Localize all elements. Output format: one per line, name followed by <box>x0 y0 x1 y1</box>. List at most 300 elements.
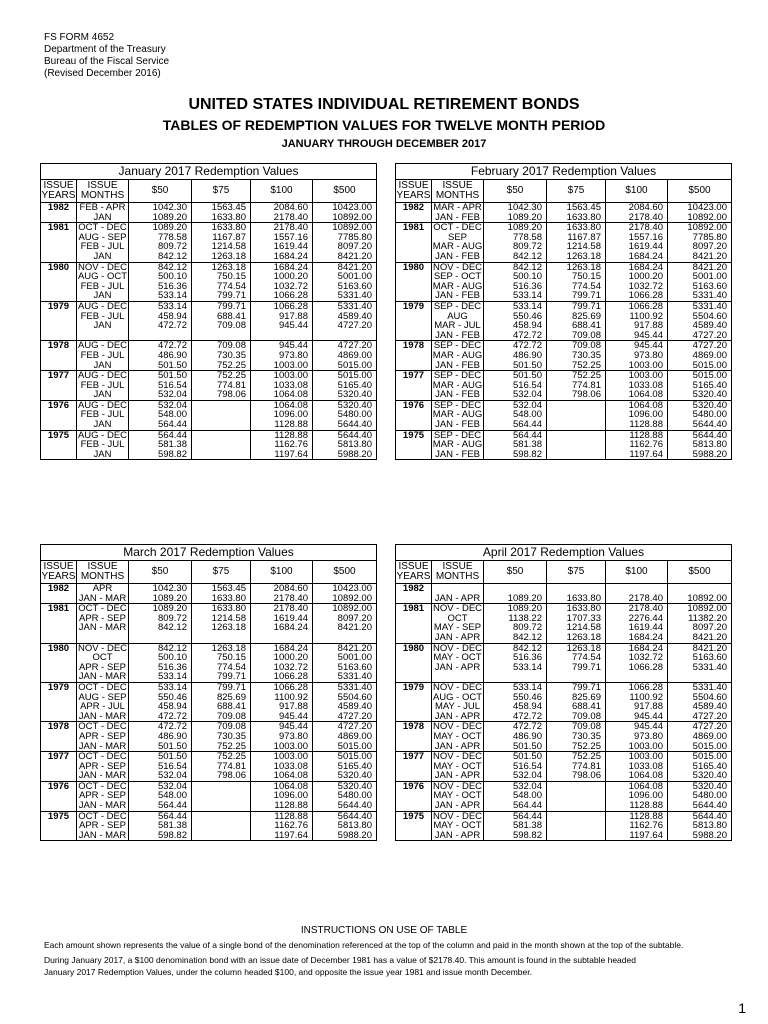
value-cell: 5015.00 <box>337 359 372 371</box>
value-cell <box>129 331 192 341</box>
issue-month-cell: OCT - DEC <box>77 752 129 762</box>
value-cell: 2178.40 <box>251 604 313 614</box>
year-group <box>396 683 731 722</box>
issue-month-cell: AUG - SEP <box>77 693 129 703</box>
value-cell: 5644.40 <box>692 800 727 812</box>
table-row <box>396 663 731 673</box>
value-cell: 5504.60 <box>337 691 372 703</box>
value-cell: 730.35 <box>192 732 251 742</box>
year-group <box>396 203 731 223</box>
value-cell: 5988.20 <box>337 448 372 460</box>
value-cell: 5163.60 <box>337 280 372 292</box>
issue-year-cell <box>41 351 77 361</box>
issue-month-cell: NOV - DEC <box>432 780 483 792</box>
table-row <box>396 213 731 223</box>
year-group <box>41 263 376 302</box>
value-cell <box>192 812 251 822</box>
value-cell: 799.71 <box>192 302 251 312</box>
value-cell: 532.04 <box>484 782 547 792</box>
value-cell <box>192 440 251 450</box>
value-cell: 500.10 <box>484 272 547 282</box>
column-header: $75 <box>192 561 251 583</box>
value-cell: 5331.40 <box>337 681 372 693</box>
value-cell: 1263.18 <box>192 252 251 262</box>
value-cell: 1064.08 <box>606 771 668 781</box>
value-cell: 842.12 <box>484 644 547 654</box>
value-cell: 842.12 <box>129 263 192 273</box>
bureau: Bureau of the Fiscal Service <box>44 56 170 67</box>
value-cell: 458.94 <box>129 702 192 712</box>
year-group <box>41 644 376 683</box>
issue-year-cell <box>396 732 432 742</box>
value-cell: 10892.00 <box>687 592 727 604</box>
issue-month-cell: JAN - FEB <box>432 390 484 400</box>
value-cell: 1197.64 <box>606 831 668 841</box>
value-cell: 1128.88 <box>606 431 668 441</box>
value-cell: 1263.18 <box>547 633 606 643</box>
value-cell <box>484 672 547 682</box>
value-cell: 5163.60 <box>337 661 372 673</box>
issue-year-cell <box>41 594 77 604</box>
value-cell: 1633.80 <box>192 594 251 604</box>
issue-year-cell <box>396 282 432 292</box>
issue-month-cell: APR - SEP <box>77 762 129 772</box>
value-cell: 1633.80 <box>547 223 606 233</box>
value-cell: 1214.58 <box>547 623 606 633</box>
value-cell: 548.00 <box>484 410 547 420</box>
value-cell: 458.94 <box>484 321 547 331</box>
value-cell: 5644.40 <box>692 419 727 431</box>
issue-year-cell <box>41 732 77 742</box>
value-cell: 2178.40 <box>251 213 313 223</box>
issue-month-cell: JAN - FEB <box>432 420 484 430</box>
table-row <box>41 331 376 341</box>
value-cell: 1089.20 <box>484 604 547 614</box>
issue-year-cell: 1981 <box>41 223 77 233</box>
issue-year-cell <box>396 242 432 252</box>
value-cell: 842.12 <box>484 263 547 273</box>
value-cell: 1128.88 <box>251 431 313 441</box>
value-cell: 730.35 <box>547 351 606 361</box>
value-cell: 501.50 <box>484 752 547 762</box>
value-cell: 472.72 <box>129 712 192 722</box>
value-cell: 501.50 <box>484 742 547 752</box>
value-cell: 472.72 <box>129 321 192 331</box>
instructions-line-1: Each amount shown represents the value of a single bond of the denomination referenced at the top of the column and paid in the month shown at the top of the subtable. <box>44 940 684 950</box>
value-cell: 1684.24 <box>251 644 313 654</box>
value-cell: 472.72 <box>129 722 192 732</box>
value-cell: 774.54 <box>192 663 251 673</box>
issue-month-cell: AUG <box>432 312 484 322</box>
value-cell: 752.25 <box>192 361 251 371</box>
value-cell: 2178.40 <box>606 223 668 233</box>
value-cell: 532.04 <box>129 771 192 781</box>
issue-month-cell: AUG - DEC <box>77 340 128 352</box>
value-cell: 945.44 <box>251 321 313 331</box>
issue-year-cell <box>396 312 432 322</box>
column-header: $100 <box>251 561 313 583</box>
value-cell: 799.71 <box>192 291 251 301</box>
value-cell: 709.08 <box>192 712 251 722</box>
value-cell: 1619.44 <box>251 614 313 624</box>
value-cell: 973.80 <box>606 351 668 361</box>
value-cell: 1633.80 <box>192 223 251 233</box>
value-cell: 472.72 <box>484 722 547 732</box>
value-cell: 1089.20 <box>484 213 547 223</box>
value-cell: 581.38 <box>484 821 547 831</box>
value-cell: 486.90 <box>129 351 192 361</box>
issue-year-cell <box>396 272 432 282</box>
value-cell: 5813.80 <box>337 820 372 832</box>
year-group <box>41 223 376 262</box>
value-cell <box>547 801 606 811</box>
value-cell: 730.35 <box>547 732 606 742</box>
issue-year-cell <box>41 633 77 643</box>
issue-year-cell <box>396 633 432 643</box>
issue-year-cell <box>41 663 77 673</box>
value-cell <box>192 431 251 441</box>
issue-year-cell: 1981 <box>41 604 77 614</box>
issue-month-cell: OCT - DEC <box>77 722 129 732</box>
value-cell: 1003.00 <box>606 371 668 381</box>
issue-month-cell: JAN - APR <box>432 742 484 752</box>
table-row <box>396 390 731 400</box>
value-cell: 5644.40 <box>337 429 372 441</box>
value-cell: 1064.08 <box>606 401 668 411</box>
value-cell: 709.08 <box>192 321 251 331</box>
value-cell: 688.41 <box>192 312 251 322</box>
value-cell: 8421.20 <box>692 250 727 262</box>
issue-year-cell: 1982 <box>396 584 432 594</box>
table-row <box>41 771 376 781</box>
issue-year-cell <box>396 331 432 341</box>
value-cell: 4727.20 <box>692 710 727 722</box>
value-cell <box>547 401 606 411</box>
issue-year-cell <box>396 410 432 420</box>
value-cell: 973.80 <box>251 732 313 742</box>
value-cell: 917.88 <box>251 702 313 712</box>
value-cell: 842.12 <box>129 252 192 262</box>
issue-year-cell <box>396 321 432 331</box>
document-subtitle: TABLES OF REDEMPTION VALUES FOR TWELVE MONTH PERIOD <box>162 117 606 133</box>
year-group <box>41 604 376 643</box>
column-header: $50 <box>129 180 192 202</box>
issue-year-cell <box>41 381 77 391</box>
issue-year-cell: 1981 <box>396 604 432 614</box>
value-cell: 1000.20 <box>251 653 313 663</box>
table-row <box>41 282 376 292</box>
issue-year-cell <box>396 450 432 460</box>
value-cell: 4727.20 <box>337 320 372 332</box>
issue-month-cell: NOV - DEC <box>432 751 483 763</box>
value-cell: 1633.80 <box>547 213 606 223</box>
year-group <box>396 401 731 431</box>
issue-month-cell: NOV - DEC <box>432 681 483 693</box>
value-cell: 774.81 <box>547 381 606 391</box>
value-cell: 798.06 <box>547 390 606 400</box>
value-cell: 973.80 <box>251 351 313 361</box>
value-cell <box>192 633 251 643</box>
value-cell: 8421.20 <box>692 261 727 273</box>
value-cell: 4589.40 <box>692 320 727 332</box>
redemption-table <box>40 163 377 460</box>
issue-year-cell <box>396 821 432 831</box>
issue-month-cell: JAN - APR <box>432 801 484 811</box>
issue-year-cell <box>41 791 77 801</box>
value-cell: 516.36 <box>484 653 547 663</box>
value-cell: 709.08 <box>192 341 251 351</box>
value-cell: 825.69 <box>547 312 606 322</box>
issue-year-cell <box>41 614 77 624</box>
issue-year-cell: 1979 <box>396 683 432 693</box>
issue-year-cell: 1977 <box>396 752 432 762</box>
value-cell: 1162.76 <box>606 440 668 450</box>
value-cell: 10892.00 <box>332 211 372 223</box>
issue-year-cell <box>396 420 432 430</box>
issue-year-cell: 1979 <box>41 302 77 312</box>
issue-month-cell: FEB - APR <box>77 203 129 213</box>
issue-month-cell: MAR - AUG <box>432 379 483 391</box>
value-cell: 8421.20 <box>337 622 372 634</box>
issue-year-cell <box>396 702 432 712</box>
value-cell <box>192 782 251 792</box>
issue-year-cell <box>41 693 77 703</box>
value-cell: 501.50 <box>484 371 547 381</box>
table-row <box>41 321 376 331</box>
issue-month-cell: MAY - JUL <box>432 702 484 712</box>
value-cell: 1064.08 <box>251 401 313 411</box>
value-cell: 1066.28 <box>606 663 668 673</box>
value-cell: 809.72 <box>129 614 192 624</box>
column-header: ISSUE YEARS <box>396 561 431 582</box>
value-cell: 8421.20 <box>337 261 372 273</box>
value-cell <box>313 331 376 341</box>
value-cell: 1032.72 <box>606 653 668 663</box>
year-group <box>41 584 376 604</box>
issue-month-cell: AUG - OCT <box>432 691 483 703</box>
issue-year-cell <box>41 653 77 663</box>
value-cell: 809.72 <box>484 242 547 252</box>
value-cell: 4727.20 <box>692 329 727 341</box>
value-cell: 5644.40 <box>337 419 372 431</box>
issue-year-cell <box>396 594 432 604</box>
value-cell: 532.04 <box>129 782 192 792</box>
issue-month-cell: MAY - OCT <box>432 821 484 831</box>
column-header-row <box>41 561 376 584</box>
value-cell: 5015.00 <box>337 751 372 763</box>
value-cell <box>547 420 606 430</box>
value-cell: 1619.44 <box>606 623 668 633</box>
value-cell <box>192 801 251 811</box>
value-cell: 598.82 <box>129 450 192 460</box>
value-cell: 1000.20 <box>251 272 313 282</box>
issue-year-cell: 1982 <box>41 203 77 213</box>
table-row <box>41 213 376 223</box>
issue-month-cell: JAN - MAR <box>77 831 129 841</box>
issue-month-cell: FEB - JUL <box>77 410 129 420</box>
issue-year-cell: 1981 <box>396 223 432 233</box>
year-group <box>41 722 376 752</box>
issue-month-cell: JAN <box>77 450 129 460</box>
value-cell <box>547 440 606 450</box>
issue-month-cell: SEP - DEC <box>432 431 484 441</box>
value-cell: 10892.00 <box>687 211 727 223</box>
issue-month-cell: NOV - DEC <box>432 642 483 654</box>
value-cell: 799.71 <box>192 683 251 693</box>
value-cell: 564.44 <box>129 431 192 441</box>
table-row <box>41 450 376 460</box>
value-cell: 5331.40 <box>337 671 372 683</box>
value-cell: 1089.20 <box>129 223 192 233</box>
issue-month-cell: JAN - APR <box>432 831 484 841</box>
value-cell: 825.69 <box>547 693 606 703</box>
value-cell: 825.69 <box>192 693 251 703</box>
issue-year-cell <box>396 712 432 722</box>
value-cell: 1003.00 <box>251 361 313 371</box>
value-cell: 4869.00 <box>692 730 727 742</box>
value-cell: 945.44 <box>251 341 313 351</box>
issue-year-cell <box>41 233 77 243</box>
value-cell: 5813.80 <box>337 439 372 451</box>
issue-month-cell <box>77 633 129 643</box>
value-cell: 581.38 <box>129 821 192 831</box>
value-cell: 973.80 <box>606 732 668 742</box>
value-cell: 10892.00 <box>332 222 372 234</box>
issue-year-cell <box>41 321 77 331</box>
table-row <box>41 291 376 301</box>
issue-year-cell <box>41 440 77 450</box>
value-cell: 1214.58 <box>192 242 251 252</box>
value-cell: 809.72 <box>484 623 547 633</box>
value-cell <box>547 431 606 441</box>
value-cell: 1263.18 <box>547 263 606 273</box>
value-cell: 1032.72 <box>606 282 668 292</box>
value-cell: 1214.58 <box>192 614 251 624</box>
value-cell: 486.90 <box>129 732 192 742</box>
column-header: $100 <box>251 180 313 202</box>
value-cell: 1089.20 <box>129 604 192 614</box>
value-cell: 1033.08 <box>606 381 668 391</box>
issue-month-cell: OCT - DEC <box>432 223 484 233</box>
column-header: $75 <box>192 180 251 202</box>
value-cell: 5320.40 <box>692 399 727 411</box>
issue-year-cell <box>41 831 77 841</box>
value-cell: 4589.40 <box>337 701 372 713</box>
value-cell: 1064.08 <box>251 771 313 781</box>
value-cell: 1263.18 <box>547 252 606 262</box>
page-number: 1 <box>738 1000 746 1016</box>
issue-month-cell: JAN - MAR <box>77 623 129 633</box>
value-cell: 1128.88 <box>606 420 668 430</box>
value-cell: 533.14 <box>484 302 547 312</box>
value-cell: 472.72 <box>129 341 192 351</box>
value-cell: 945.44 <box>606 341 668 351</box>
value-cell <box>192 450 251 460</box>
issue-month-cell: AUG - SEP <box>77 233 129 243</box>
value-cell: 2178.40 <box>251 594 313 604</box>
value-cell: 550.46 <box>484 312 547 322</box>
issue-year-cell <box>396 390 432 400</box>
value-cell: 1096.00 <box>606 410 668 420</box>
value-cell: 752.25 <box>192 742 251 752</box>
issue-month-cell: APR - SEP <box>77 821 129 831</box>
value-cell: 10423.00 <box>332 202 372 213</box>
value-cell: 8097.20 <box>337 241 372 253</box>
year-group <box>396 604 731 643</box>
document-period: JANUARY THROUGH DECEMBER 2017 <box>281 138 487 150</box>
value-cell: 564.44 <box>484 812 547 822</box>
column-header: ISSUE MONTHS <box>432 180 484 202</box>
value-cell: 501.50 <box>129 371 192 381</box>
year-group <box>41 431 376 460</box>
issue-month-cell: APR <box>77 584 129 594</box>
issue-month-cell: JAN - APR <box>432 771 484 781</box>
value-cell <box>547 410 606 420</box>
issue-year-cell: 1975 <box>41 431 77 441</box>
value-cell: 1066.28 <box>606 291 668 301</box>
value-cell: 1000.20 <box>606 272 668 282</box>
value-cell <box>192 331 251 341</box>
issue-month-cell: MAR - JUL <box>432 321 484 331</box>
value-cell: 1064.08 <box>251 390 313 400</box>
value-cell: 598.82 <box>129 831 192 841</box>
value-cell: 5504.60 <box>692 691 727 703</box>
value-cell: 10892.00 <box>687 603 727 615</box>
issue-year-cell <box>41 420 77 430</box>
issue-month-cell: SEP - DEC <box>432 341 484 351</box>
value-cell: 516.36 <box>484 282 547 292</box>
value-cell: 4589.40 <box>692 701 727 713</box>
value-cell: 5320.40 <box>337 780 372 792</box>
value-cell: 750.15 <box>547 272 606 282</box>
value-cell: 1042.30 <box>484 203 547 213</box>
value-cell: 5320.40 <box>337 770 372 782</box>
value-cell: 799.71 <box>547 683 606 693</box>
issue-month-cell: MAY - OCT <box>432 791 484 801</box>
value-cell: 1096.00 <box>251 410 313 420</box>
column-header: $50 <box>484 561 547 583</box>
column-header: ISSUE YEARS <box>41 180 76 201</box>
value-cell: 1684.24 <box>606 263 668 273</box>
value-cell: 8097.20 <box>337 612 372 624</box>
value-cell: 1032.72 <box>251 663 313 673</box>
table-row <box>396 223 731 233</box>
table-row <box>41 351 376 361</box>
issue-year-cell <box>396 693 432 703</box>
issue-year-cell: 1980 <box>396 644 432 654</box>
value-cell <box>668 672 731 682</box>
value-cell: 1167.87 <box>547 233 606 243</box>
value-cell: 750.15 <box>192 653 251 663</box>
value-cell: 1619.44 <box>606 242 668 252</box>
table-row <box>41 390 376 400</box>
value-cell: 799.71 <box>547 663 606 673</box>
issue-year-cell: 1980 <box>41 644 77 654</box>
value-cell: 1064.08 <box>251 782 313 792</box>
value-cell: 1684.24 <box>251 263 313 273</box>
issue-month-cell: NOV - DEC <box>432 721 483 733</box>
table-row <box>396 801 731 811</box>
value-cell: 4727.20 <box>337 340 372 352</box>
value-cell: 5320.40 <box>692 389 727 401</box>
value-cell: 709.08 <box>547 341 606 351</box>
issue-year-cell <box>41 623 77 633</box>
issue-year-cell <box>396 213 432 223</box>
value-cell: 550.46 <box>129 693 192 703</box>
value-cell: 2178.40 <box>251 223 313 233</box>
value-cell: 752.25 <box>192 371 251 381</box>
table-row <box>396 633 731 643</box>
